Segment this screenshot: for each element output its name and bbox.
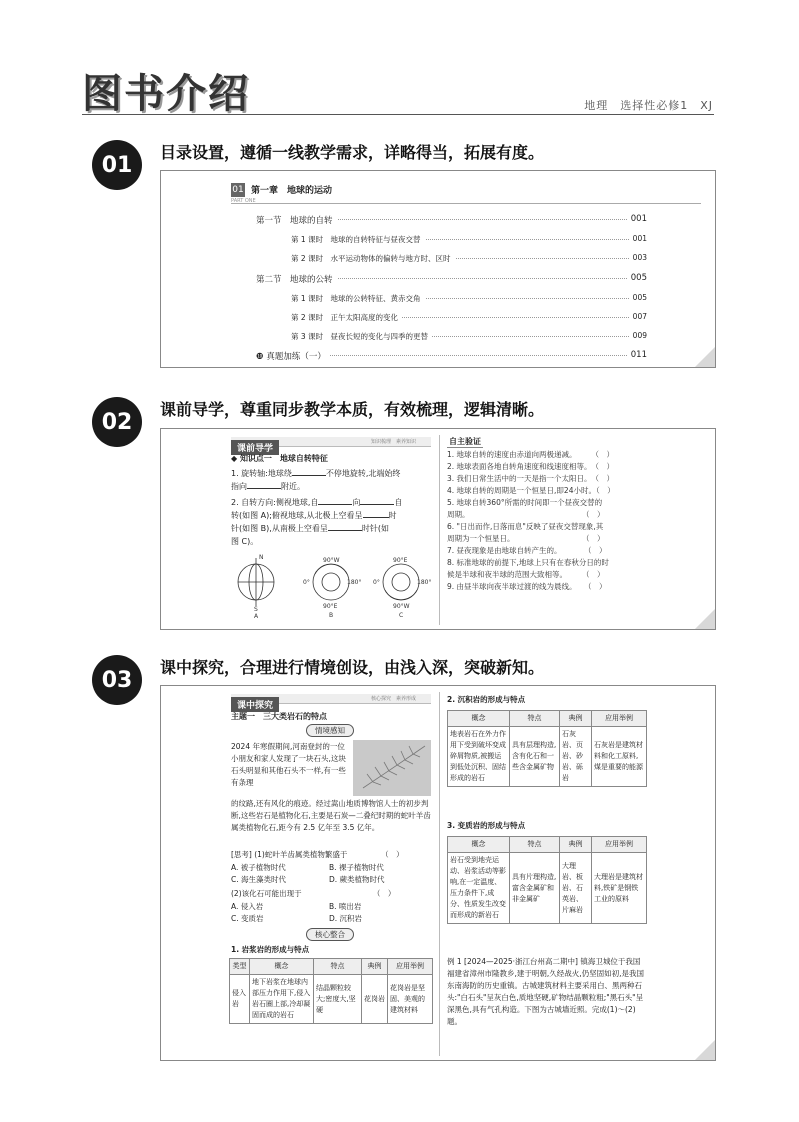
chapter-divider	[231, 203, 701, 204]
toc-row-page: 001	[629, 234, 647, 243]
check-item: 8. 标准地球的前提下,地球上只有在春秋分日的时	[447, 558, 609, 567]
preview-tag-right: 知识梳理 素养知识	[371, 439, 417, 445]
check-item: 周期为一个恒星日。 （ ）	[447, 534, 605, 543]
preview-tag: 课前导学	[231, 440, 279, 455]
option[interactable]: A. 侵入岩	[231, 902, 264, 911]
part-one-label: PART ONE	[231, 198, 256, 204]
brand-title: 图书介绍	[82, 71, 250, 117]
page-curl	[694, 346, 716, 368]
option[interactable]: D. 沉积岩	[329, 914, 363, 923]
earth-rotation-diagram	[231, 554, 431, 619]
section-title-03: 课中探究，合理进行情境创设，由浅入深，突破新知。	[160, 658, 545, 677]
toc-row-page: 011	[627, 350, 647, 360]
chapter-title: 第一章 地球的运动	[251, 186, 333, 196]
section-title-02: 课前导学，尊重同步教学本质，有效梳理，逻辑清晰。	[160, 400, 545, 419]
fig-label-c-left: 0°	[373, 579, 380, 586]
fig-label-c: C	[399, 612, 404, 619]
page-curl	[694, 608, 716, 630]
toc-row-label: 第二节 地球的公转	[256, 273, 337, 285]
think-question: [思考] (1)蛇叶羊齿属类植物繁盛于 （ ）	[231, 850, 404, 859]
check-item: 1. 地球自转的速度由赤道向两极递减。 （ ）	[447, 450, 615, 459]
metamorphic-table: 概念 特点 典例 应用举例 岩石受到地壳运动、岩浆活动等影响,在一定温度、压力条件下,成分、性质发生改变而形成的新岩石 具有片理构造,富含金属矿和非金属矿 大理岩、板岩、石英岩、片麻岩 大理岩是建筑材料,铁矿是钢铁工业的原料	[447, 836, 647, 924]
fig-label-b-bottom: 90°E	[323, 603, 338, 610]
toc-row-label: 第 2 课时 正午太阳高度的变化	[291, 312, 402, 323]
toc-row-label: 第 1 课时 地球的公转特征、黄赤交角	[291, 293, 425, 304]
check-item: 4. 地球自转的周期是一个恒星日,即24小时。（ ）	[447, 486, 615, 495]
knowledge-point: ◆ 知识点一 地球自转特征	[231, 454, 328, 463]
q1-options	[231, 862, 431, 886]
section-title-01: 目录设置，遵循一线教学需求，详略得当，拓展有度。	[160, 143, 545, 162]
page-curl	[694, 1039, 716, 1061]
option[interactable]: A. 被子植物时代	[231, 863, 286, 872]
self-check-title: 自主验证	[449, 437, 481, 446]
check-item: 候是半球和夜半球的范围大致相等。 （ ）	[447, 570, 605, 579]
option[interactable]: C. 变质岩	[231, 914, 264, 923]
toc-row-page: 007	[629, 312, 647, 321]
fig-label-c-right: 180°	[417, 579, 431, 586]
option[interactable]: D. 蕨类植物时代	[329, 875, 385, 884]
inquiry-card	[160, 685, 716, 1061]
toc-row-label: 第一节 地球的自转	[256, 214, 337, 226]
core-label: 核心整合	[306, 928, 354, 941]
header-divider	[82, 114, 714, 115]
fig-label-n: N	[259, 554, 264, 561]
option[interactable]: C. 海生藻类时代	[231, 875, 287, 884]
table-3-title: 3. 变质岩的形成与特点	[447, 821, 526, 830]
preview-card	[160, 428, 716, 630]
toc-card	[160, 170, 716, 368]
check-item: 7. 昼夜现象是由地球自转产生的。 （ ）	[447, 546, 607, 555]
table-2-title: 2. 沉积岩的形成与特点	[447, 695, 526, 704]
situation-label: 情境感知	[306, 724, 354, 737]
check-item: 2. 地球表面各地自转角速度和线速度相等。 （ ）	[447, 462, 615, 471]
situation-para-2: 的纹路,还有风化的痕迹。经过嵩山地质博物馆人士的初步判断,这些岩石是植物化石,主要是石炭—二叠纪时期的蛇叶羊齿属类植物化石,距今有 2.5 亿年至 3.5 亿年。	[231, 799, 431, 832]
toc-row-page: 005	[629, 293, 647, 302]
section-number-01: 01	[92, 140, 142, 190]
item-2: 2. 自转方向:侧视地球,自 向 自 转(如图 A);俯视地球,从北极上空看呈 时 针(如图 B),从南极上空看呈 时针(如 图 C)。	[231, 498, 403, 546]
chapter-badge: 01	[232, 185, 244, 195]
q2-question: (2)该化石可能出现于 （ ）	[231, 889, 396, 898]
toc-row-label: 第 2 课时 水平运动物体的偏转与地方时、区时	[291, 253, 455, 264]
fig-label-b-top: 90°W	[323, 557, 340, 564]
fig-label-c-bottom: 90°W	[393, 603, 410, 610]
fossil-photo	[353, 740, 431, 796]
table-1-title: 1. 岩浆岩的形成与特点	[231, 945, 310, 954]
toc-row-label: 第 1 课时 地球的自转特征与昼夜交替	[291, 234, 425, 245]
column-divider	[439, 692, 440, 1056]
q2-options	[231, 901, 431, 925]
subject-label: 地理 选择性必修1 XJ	[584, 99, 713, 112]
check-item: 6. "日出而作,日落而息"反映了昼夜交替现象,其	[447, 522, 604, 531]
self-check-list	[447, 449, 657, 593]
item-1: 1. 旋转轴:地球绕 不停地旋转,北端始终 指向 附近。	[231, 469, 401, 491]
check-item: 5. 地球自转360°所需的时间即一个昼夜交替的	[447, 498, 603, 507]
example-1: 例 1 [2024—2025·浙江台州高二期中] 镇海卫城位于我国福建省漳州市隆教乡,建于明朝,久经战火,仍坚固如初,是我国东南海防的历史重镇。古城建筑材料主要采用白、黑两种石头:"白石头"呈灰白色,质地坚硬,矿物结晶颗粒粗;"黑石头"呈深黑色,具有气孔构造。下图为古城墙近照。完成(1)～(2)题。	[447, 957, 645, 1026]
fig-label-c-top: 90°E	[393, 557, 408, 564]
sedimentary-table: 概念 特点 典例 应用举例 地表岩石在外力作用下受到破坏变成碎屑物质,被搬运到低处沉积、固结形成的岩石 具有层理构造,含有化石和一些含金属矿物 石灰岩、页岩、砂岩、砾岩 石灰岩是建筑材料和化工原料,煤是重要的能源	[447, 710, 647, 787]
column-divider	[439, 435, 440, 625]
situation-para-1: 2024 年寒假期间,河南登封的一位小朋友和家人发现了一块石头,这块石头明显和其他石头不一样,有一些有条理	[231, 742, 346, 787]
toc-row-label: 第 3 课时 昼夜长短的变化与四季的更替	[291, 331, 432, 342]
fig-label-b: B	[329, 612, 334, 619]
check-item: 周期。 （ ）	[447, 510, 605, 519]
option[interactable]: B. 裸子植物时代	[329, 863, 384, 872]
check-item: 3. 我们日常生活中的一天是指一个太阳日。 （ ）	[447, 474, 615, 483]
toc-row-label: ❿ 真题加练（一）	[256, 350, 330, 362]
fig-label-b-left: 0°	[303, 579, 310, 586]
fig-label-s: S	[254, 606, 258, 613]
inquiry-tag: 课中探究	[231, 697, 279, 712]
topic-title: 主题一 三大类岩石的特点	[231, 712, 327, 721]
fig-label-a: A	[254, 613, 259, 619]
fig-label-b-right: 180°	[347, 579, 362, 586]
igneous-table: 类型 概念 特点 典例 应用举例 侵入岩 地下岩浆在地球内部压力作用下,侵入岩石圈上部,冷却凝固而成的岩石 结晶颗粒较大;密度大,坚硬 花岗岩 花岗岩是坚固、美观的建筑材料	[229, 958, 433, 1024]
toc-row-page: 003	[629, 253, 647, 262]
toc-row-page: 001	[627, 214, 647, 224]
section-number-03: 03	[92, 655, 142, 705]
toc-row-page: 009	[629, 331, 647, 340]
inquiry-tag-right: 核心探究 素养形成	[371, 696, 417, 702]
toc-row-page: 005	[627, 273, 647, 283]
option[interactable]: B. 喷出岩	[329, 902, 362, 911]
section-number-02: 02	[92, 397, 142, 447]
check-item: 9. 由昼半球向夜半球过渡的线为晨线。 （ ）	[447, 582, 607, 591]
